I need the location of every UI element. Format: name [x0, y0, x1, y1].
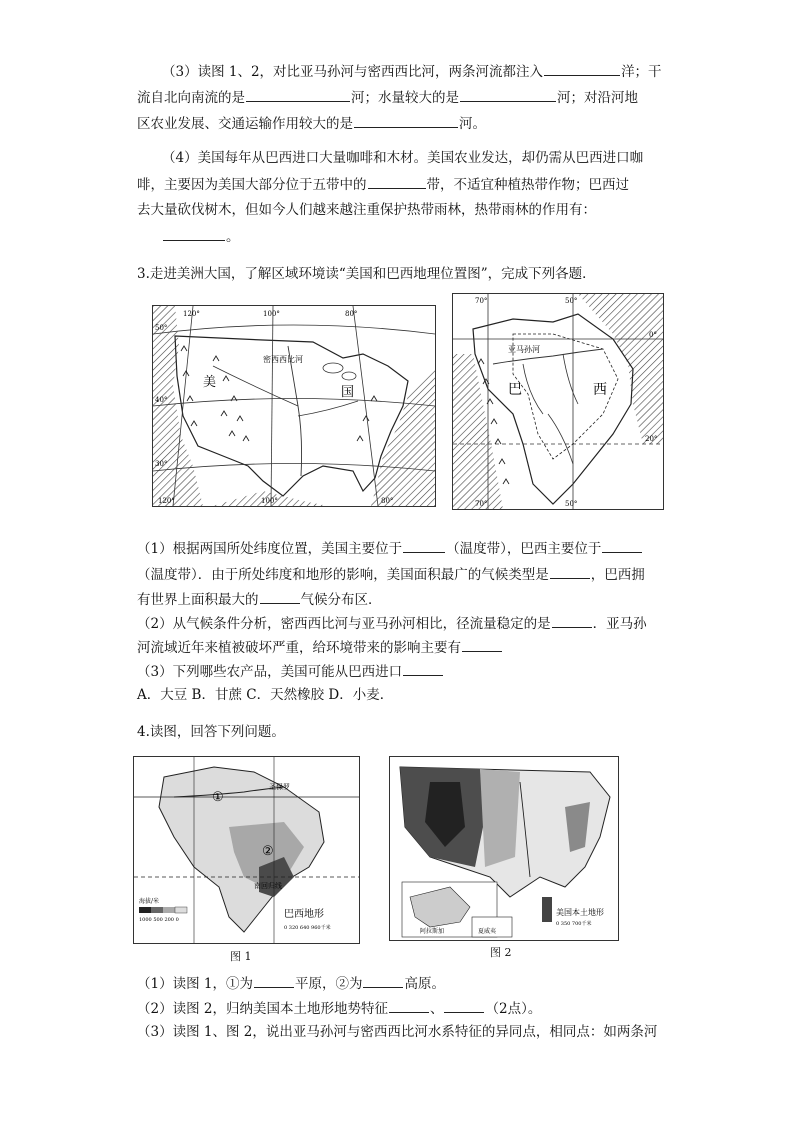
- brazil-label: 巴: [508, 382, 522, 398]
- ohio-river: [298, 401, 358, 416]
- lat-label: 0°: [649, 331, 657, 339]
- q2-p4-line3: [137, 200, 596, 220]
- q2-p3-text: 河；对沿河地: [557, 90, 638, 106]
- central-plains-shade: [480, 769, 520, 867]
- q4-p3-line: [137, 1022, 657, 1042]
- brazil-terrain-graphic: [134, 757, 359, 943]
- lon-label: 120°: [183, 310, 200, 318]
- lon-label: 80°: [345, 310, 358, 318]
- answer-blank[interactable]: [246, 87, 350, 102]
- brazil-terrain-map: [133, 756, 360, 944]
- label-1: ①: [212, 790, 224, 805]
- scale-bar: 0 320 640 960千米: [284, 925, 331, 931]
- mississippi-river: [288, 346, 302, 476]
- q2-p4-line1: [162, 148, 643, 168]
- lat-50-line: [153, 325, 435, 334]
- q2-p3-text: 河；水量较大的是: [351, 90, 459, 106]
- amazon-label: 亚马孙河: [508, 345, 540, 354]
- answer-blank[interactable]: [550, 564, 590, 579]
- usa-terrain-map: [389, 756, 619, 941]
- map-title: 美国本土地形: [556, 908, 604, 917]
- great-lakes: [323, 363, 343, 373]
- lon-80-line: [353, 306, 378, 506]
- q4-title: [137, 722, 285, 742]
- usa-label: 国: [341, 385, 355, 400]
- tropic-label: 南回归线: [254, 882, 282, 890]
- q3-options-text: A．大豆 B．甘蔗 C．天然橡胶 D．小麦．: [137, 687, 394, 703]
- lon-100-line: [271, 306, 273, 506]
- brazil-label: 西: [593, 382, 607, 398]
- legend-swatch: [151, 907, 163, 913]
- brazil-location-map: [452, 293, 664, 510]
- answer-blank[interactable]: [368, 174, 426, 189]
- q3-text: （2）从气候条件分析，密西西比河与亚马孙河相比，径流量稳定的是: [137, 616, 551, 632]
- q4-text: （2）读图 2，归纳美国本土地形地势特征: [137, 1001, 388, 1017]
- fig2-caption: 图 2: [490, 946, 512, 959]
- lat-label: 50°: [155, 324, 168, 332]
- q2-p3-text: 区农业发展、交通运输作用较大的是: [137, 116, 353, 132]
- answer-blank[interactable]: [389, 998, 429, 1013]
- q3-text: （温度带），巴西主要位于: [446, 541, 602, 557]
- q3-text: 河流域近年来植被破坏严重，给环境带来的影响主要有: [137, 640, 461, 656]
- atlantic-ocean-hatch: [371, 366, 435, 506]
- legend-swatch: [175, 907, 187, 913]
- legend-swatch: [163, 907, 175, 913]
- q2-p4-line4: [162, 226, 240, 247]
- pacific-ocean-hatch: [453, 354, 503, 509]
- q2-p4-text: 啡，主要因为美国大部分位于五带中的: [137, 177, 367, 193]
- lon-label: 70°: [475, 500, 488, 508]
- q4-text: （3）读图 1、图 2，说出亚马孙河与密西西比河水系特征的异同点，相同点：如两条河: [137, 1024, 658, 1040]
- q3-p1-line2: [137, 564, 645, 585]
- hawaii-label: 夏威夷: [478, 928, 497, 935]
- q3-title-text: 3.走进美洲大国，了解区域环境读“美国和巴西地理位置图”，完成下列各题．: [137, 266, 596, 282]
- q3-text: （1）根据两国所处纬度位置，美国主要位于: [137, 541, 403, 557]
- lon-label: 70°: [475, 297, 488, 305]
- q2-p3-line1: [162, 61, 662, 82]
- q3-text: 气候分布区．: [300, 592, 382, 608]
- lon-label: 100°: [261, 497, 278, 505]
- q3-p2-line2: [137, 637, 503, 658]
- city-label: 圣保罗: [269, 783, 290, 791]
- q3-options: [137, 685, 393, 705]
- map-title: 巴西地形: [284, 909, 324, 920]
- q4-text: 高原。: [404, 976, 445, 992]
- scale-bar: 0 350 700千米: [556, 921, 592, 927]
- q3-p1-line3: [137, 589, 382, 610]
- q3-text: （3）下列哪些农产品，美国可能从巴西进口: [137, 664, 403, 680]
- q2-p4-text: 。: [226, 229, 240, 245]
- answer-blank[interactable]: [260, 589, 300, 604]
- q4-text: 、: [429, 1001, 444, 1017]
- q2-p3-text: 流自北向南流的是: [137, 90, 245, 106]
- answer-blank[interactable]: [544, 61, 620, 76]
- mississippi-label: 密西西比河: [263, 355, 303, 364]
- q2-p3-line2: [137, 87, 638, 108]
- answer-blank[interactable]: [462, 637, 502, 652]
- q2-p4-line2: [137, 174, 629, 195]
- q3-text: （温度带）．由于所处纬度和地形的影响，美国面积最广的气候类型是: [137, 567, 549, 583]
- usa-location-map: [152, 305, 436, 507]
- fig1-caption: 图 1: [230, 950, 252, 963]
- lon-label: 100°: [263, 310, 280, 318]
- q4-p1-line: [137, 973, 445, 994]
- q3-p2-line1: [137, 613, 647, 634]
- q2-p3-text: （3）读图 1、2，对比亚马孙河与密西西比河，两条河流都注入: [162, 64, 544, 80]
- legend-title: 海拔/米: [139, 898, 160, 905]
- tributary-rivers: [523, 354, 578, 464]
- q3-title: [137, 264, 596, 284]
- answer-blank[interactable]: [602, 538, 642, 553]
- legend-values: 1000 500 200 0: [139, 917, 179, 923]
- usa-terrain-graphic: [390, 757, 618, 940]
- answer-blank[interactable]: [444, 998, 484, 1013]
- answer-blank[interactable]: [363, 973, 403, 988]
- q3-text: ．亚马孙: [592, 616, 647, 632]
- answer-blank[interactable]: [403, 538, 445, 553]
- q2-p4-text: （4）美国每年从巴西进口大量咖啡和木材。美国农业发达，却仍需从巴西进口咖: [162, 150, 644, 166]
- q2-p4-text: 带，不适宜种植热带作物；巴西过: [426, 177, 629, 193]
- lat-label: 40°: [155, 396, 168, 404]
- brazil-map-graphic: [453, 294, 663, 509]
- q2-p3-line3: [137, 113, 486, 134]
- q2-p3-text: 河。: [459, 116, 486, 132]
- q3-text: ，巴西拥: [590, 567, 645, 583]
- lat-label: 30°: [155, 460, 168, 468]
- answer-blank[interactable]: [460, 87, 556, 102]
- q4-text: （1）读图 1，①为: [137, 976, 253, 992]
- answer-blank[interactable]: [403, 661, 443, 676]
- answer-blank[interactable]: [163, 226, 225, 241]
- q4-text: （2点）。: [485, 1001, 542, 1017]
- answer-blank[interactable]: [354, 113, 458, 128]
- q2-p4-text: 去大量砍伐树木，但如今人们越来越注重保护热带雨林，热带雨林的作用有：: [137, 202, 596, 218]
- usa-map-graphic: [153, 306, 435, 506]
- lon-label: 80°: [381, 497, 394, 505]
- answer-blank[interactable]: [254, 973, 294, 988]
- q3-text: 有世界上面积最大的: [137, 592, 259, 608]
- answer-blank[interactable]: [552, 613, 592, 628]
- q3-p1-line1: [137, 538, 643, 559]
- q4-title-text: 4.读图，回答下列问题。: [137, 724, 285, 740]
- usa-label: 美: [203, 375, 217, 390]
- q4-p2-line: [137, 998, 541, 1019]
- legend-bar: [542, 897, 552, 922]
- q3-p3-line: [137, 661, 444, 682]
- lat-label: 20°: [645, 435, 658, 443]
- lat-40-line: [153, 399, 435, 407]
- label-2: ②: [262, 844, 274, 859]
- alaska-label: 阿拉斯加: [420, 928, 445, 935]
- legend-swatch: [139, 907, 151, 913]
- lon-label: 50°: [565, 500, 578, 508]
- south-america-outline: [473, 314, 633, 504]
- great-lakes: [342, 372, 356, 380]
- q2-p3-text: 洋；干: [621, 64, 662, 80]
- q4-text: 平原，②为: [294, 976, 363, 992]
- lon-label: 50°: [565, 297, 578, 305]
- lon-label: 120°: [158, 497, 175, 505]
